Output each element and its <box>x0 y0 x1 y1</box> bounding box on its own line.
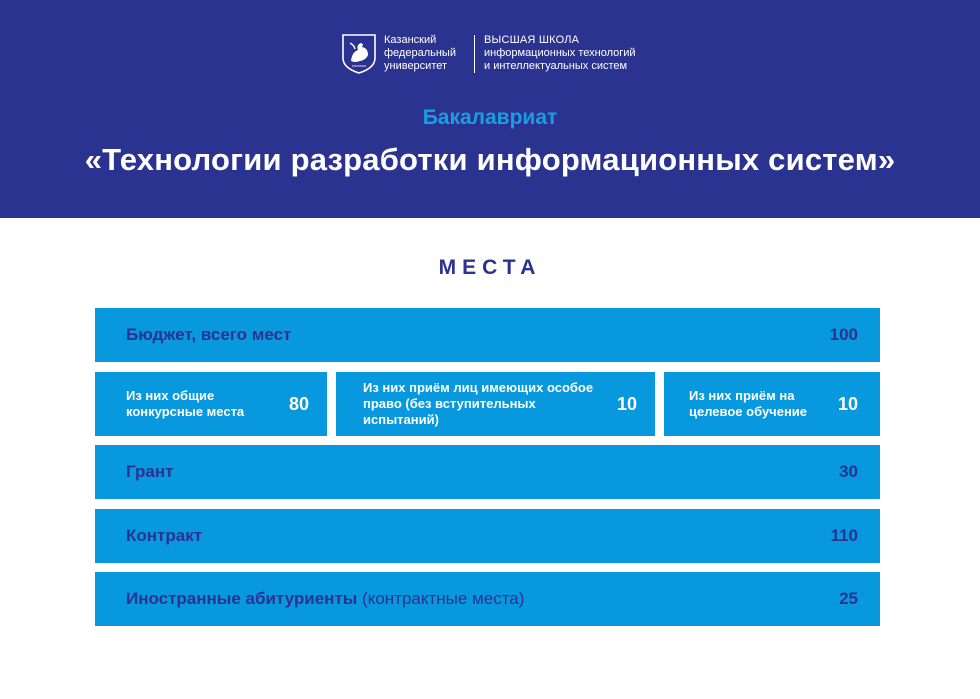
sub-item-value: 80 <box>288 393 309 414</box>
foreign-row <box>95 572 880 626</box>
sub-item-general <box>95 372 327 436</box>
university-name-line: университет <box>384 60 448 72</box>
grant-label: Грант <box>126 462 174 481</box>
school-name <box>484 34 636 73</box>
grant-row <box>95 445 880 499</box>
program-title: «Технологии разработки информационных систем» <box>84 142 896 177</box>
sub-item-value: 10 <box>837 393 858 414</box>
header-banner <box>0 0 980 218</box>
budget-row <box>95 308 880 362</box>
logo <box>342 34 636 78</box>
university-name-line: Казанский <box>384 34 437 46</box>
foreign-label: Иностранные абитуриенты <box>126 589 358 608</box>
school-name-line: информационных технологий <box>484 47 636 59</box>
foreign-value: 25 <box>839 589 858 608</box>
sub-item-label: Из них приём на целевое обучение <box>689 388 808 419</box>
foreign-label-group <box>126 589 524 609</box>
program-type: Бакалавриат <box>422 106 558 129</box>
grant-value: 30 <box>839 462 858 481</box>
logo-divider <box>474 35 475 73</box>
foreign-note: (контрактные места) <box>362 589 525 608</box>
university-name <box>384 34 470 73</box>
kfu-emblem-icon <box>342 34 376 74</box>
school-name-line: ВЫСШАЯ ШКОЛА <box>484 34 580 46</box>
contract-value: 110 <box>830 526 858 545</box>
budget-label: Бюджет, всего мест <box>126 325 292 344</box>
sub-item-value: 10 <box>616 393 637 414</box>
school-name-line: и интеллектуальных систем <box>484 60 628 72</box>
contract-row <box>95 509 880 563</box>
budget-value: 100 <box>829 325 858 344</box>
university-name-line: федеральный <box>384 47 456 59</box>
sub-item-special-right <box>336 372 655 436</box>
contract-label: Контракт <box>126 526 203 545</box>
sub-item-label: Из них приём лиц имеющих особое право (без вступительных испытаний) <box>363 380 594 427</box>
section-title: МЕСТА <box>438 256 542 279</box>
sub-item-targeted <box>664 372 880 436</box>
sub-item-label: Из них общие конкурсные места <box>126 388 245 419</box>
